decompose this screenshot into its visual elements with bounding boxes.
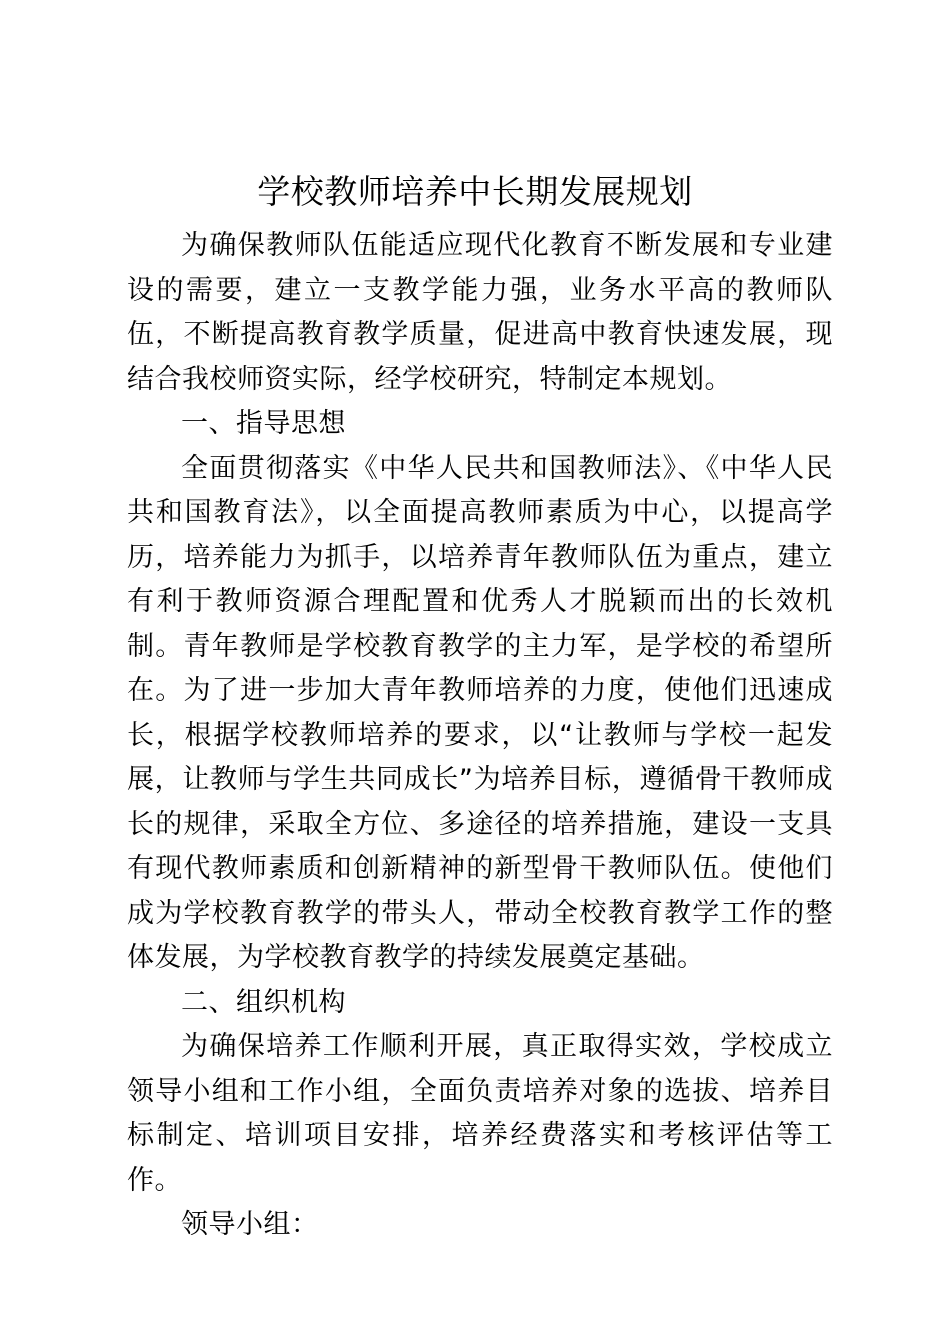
section-heading-guiding-ideology: 一、指导思想 — [181, 408, 346, 439]
document-body — [127, 224, 833, 1248]
guiding-ideology-paragraph: 全面贯彻落实《中华人民共和国教师法》、《中华人民共和国教育法》，以全面提高教师素质为中心，以提高学历，培养能力为抓手，以培养青年教师队伍为重点，建立有利于教师资源合理配置和优秀人才脱颖而出的长效机制。青年教师是学校教育教学的主力军，是学校的希望所在。为了进一步加大青年教师培养的力度，使他们迅速成长，根据学校教师培养的要求，以“让教师与学校一起发展，让教师与学生共同成长”为培养目标，遵循骨干教师成长的规律，采取全方位、多途径的培养措施，建设一支具有现代教师素质和创新精神的新型骨干教师队伍。使他们成为学校教育教学的带头人，带动全校教育教学工作的整体发展，为学校教育教学的持续发展奠定基础。 — [127, 452, 833, 973]
section-heading-organization: 二、组织机构 — [181, 986, 346, 1018]
leadership-group-label: 领导小组： — [181, 1209, 319, 1240]
document-title: 学校教师培养中长期发展规划 — [257, 172, 693, 211]
intro-paragraph: 为确保教师队伍能适应现代化教育不断发展和专业建设的需要，建立一支教学能力强，业务水平高的教师队伍，不断提高教育教学质量，促进高中教育快速发展，现结合我校师资实际，经学校研究，特制定本规划。 — [127, 230, 833, 395]
organization-paragraph: 为确保培养工作顺利开展，真正取得实效，学校成立领导小组和工作小组，全面负责培养对象的选拔、培养目标制定、培训项目安排，培养经费落实和考核评估等工作。 — [127, 1031, 833, 1196]
